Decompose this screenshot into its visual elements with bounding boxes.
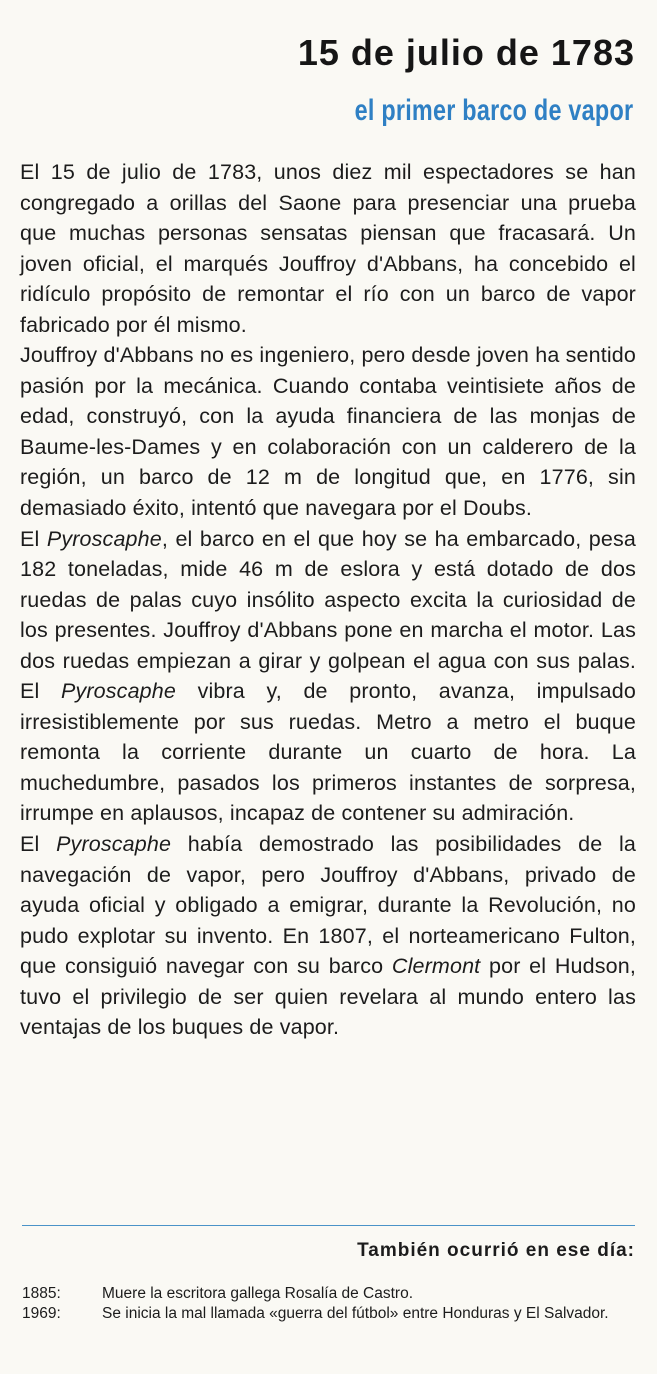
paragraph-text: vibra y, de pronto, avanza, impulsado irresistiblemente por sus ruedas. Metro a metro el buque remonta la corriente durante un cuarto de hora. La muchedumbre, pasados los primeros instantes de sorpresa, irrumpe en aplausos, incapaz de contener su admiración. [20, 679, 636, 826]
event-item [22, 1284, 636, 1304]
paragraph-text: El 15 de julio de 1783, unos diez mil espectadores se han congregado a orillas del Saone para presenciar una prueba que muchas personas sensatas piensan que fracasará. Un joven oficial, el marqués Jouffroy d'Abbans, ha concebido el ridículo propósito de remontar el río con un barco de vapor fabricado por él mismo. [20, 160, 636, 337]
paragraph-text: había demostrado las posibilidades de la navegación de vapor, pero Jouffroy d'Abbans, privado de ayuda oficial y obligado a emigrar, durante la Revolución, no pudo explotar su invento. En 1807, el norteamericano Fulton, que consiguió navegar con su barco [20, 832, 636, 979]
event-year: 1885: [22, 1285, 61, 1302]
article-paragraph [20, 524, 636, 829]
italic-title-text: Clermont [391, 954, 481, 979]
event-item [22, 1304, 636, 1324]
paragraph-text: por el Hudson, tuvo el privilegio de ser quien revelara al mundo entero las ventajas de los buques de vapor. [20, 954, 636, 1040]
page-subtitle: el primer barco de vapor [354, 94, 633, 127]
paragraph-text: , el barco en el que hoy se ha embarcado, pesa 182 toneladas, mide 46 m de eslora y está dotado de dos ruedas de palas cuyo insólito aspecto excita la curiosidad de los presentes. Jouffroy d'Abbans pone en marcha el motor. Las dos ruedas empiezan a girar y golpean el agua con sus palas. El [20, 526, 636, 704]
paragraph-text: El [20, 832, 57, 857]
event-text: Muere la escritora gallega Rosalía de Castro. [102, 1285, 414, 1302]
paragraph-text: Jouffroy d'Abbans no es ingeniero, pero desde joven ha sentido pasión por la mecánica. Cuando contaba veintisiete años de edad, construyó, con la ayuda financiera de las monjas de Baume-les-Dames y en colaboración con un calderero de la región, un barco de 12 m de longitud que, en 1776, sin demasiado éxito, intentó que navegara por el Doubs. [20, 343, 636, 521]
article-paragraph [20, 157, 636, 340]
article-paragraph [20, 340, 636, 523]
event-year: 1969: [22, 1305, 61, 1322]
page-title: 15 de julio de 1783 [297, 32, 635, 73]
italic-title-text: Pyroscaphe [46, 526, 162, 551]
events-list [22, 1284, 636, 1324]
article-paragraph [20, 829, 636, 1043]
article-body [20, 157, 636, 1043]
paragraph-text: El [20, 526, 47, 551]
event-text: Se inicia la mal llamada «guerra del fútbol» entre Honduras y El Salvador. [102, 1305, 609, 1322]
also-happened-heading: También ocurrió en ese día: [357, 1240, 635, 1261]
italic-title-text: Pyroscaphe [56, 832, 172, 857]
italic-title-text: Pyroscaphe [60, 679, 177, 704]
section-divider [22, 1225, 635, 1226]
